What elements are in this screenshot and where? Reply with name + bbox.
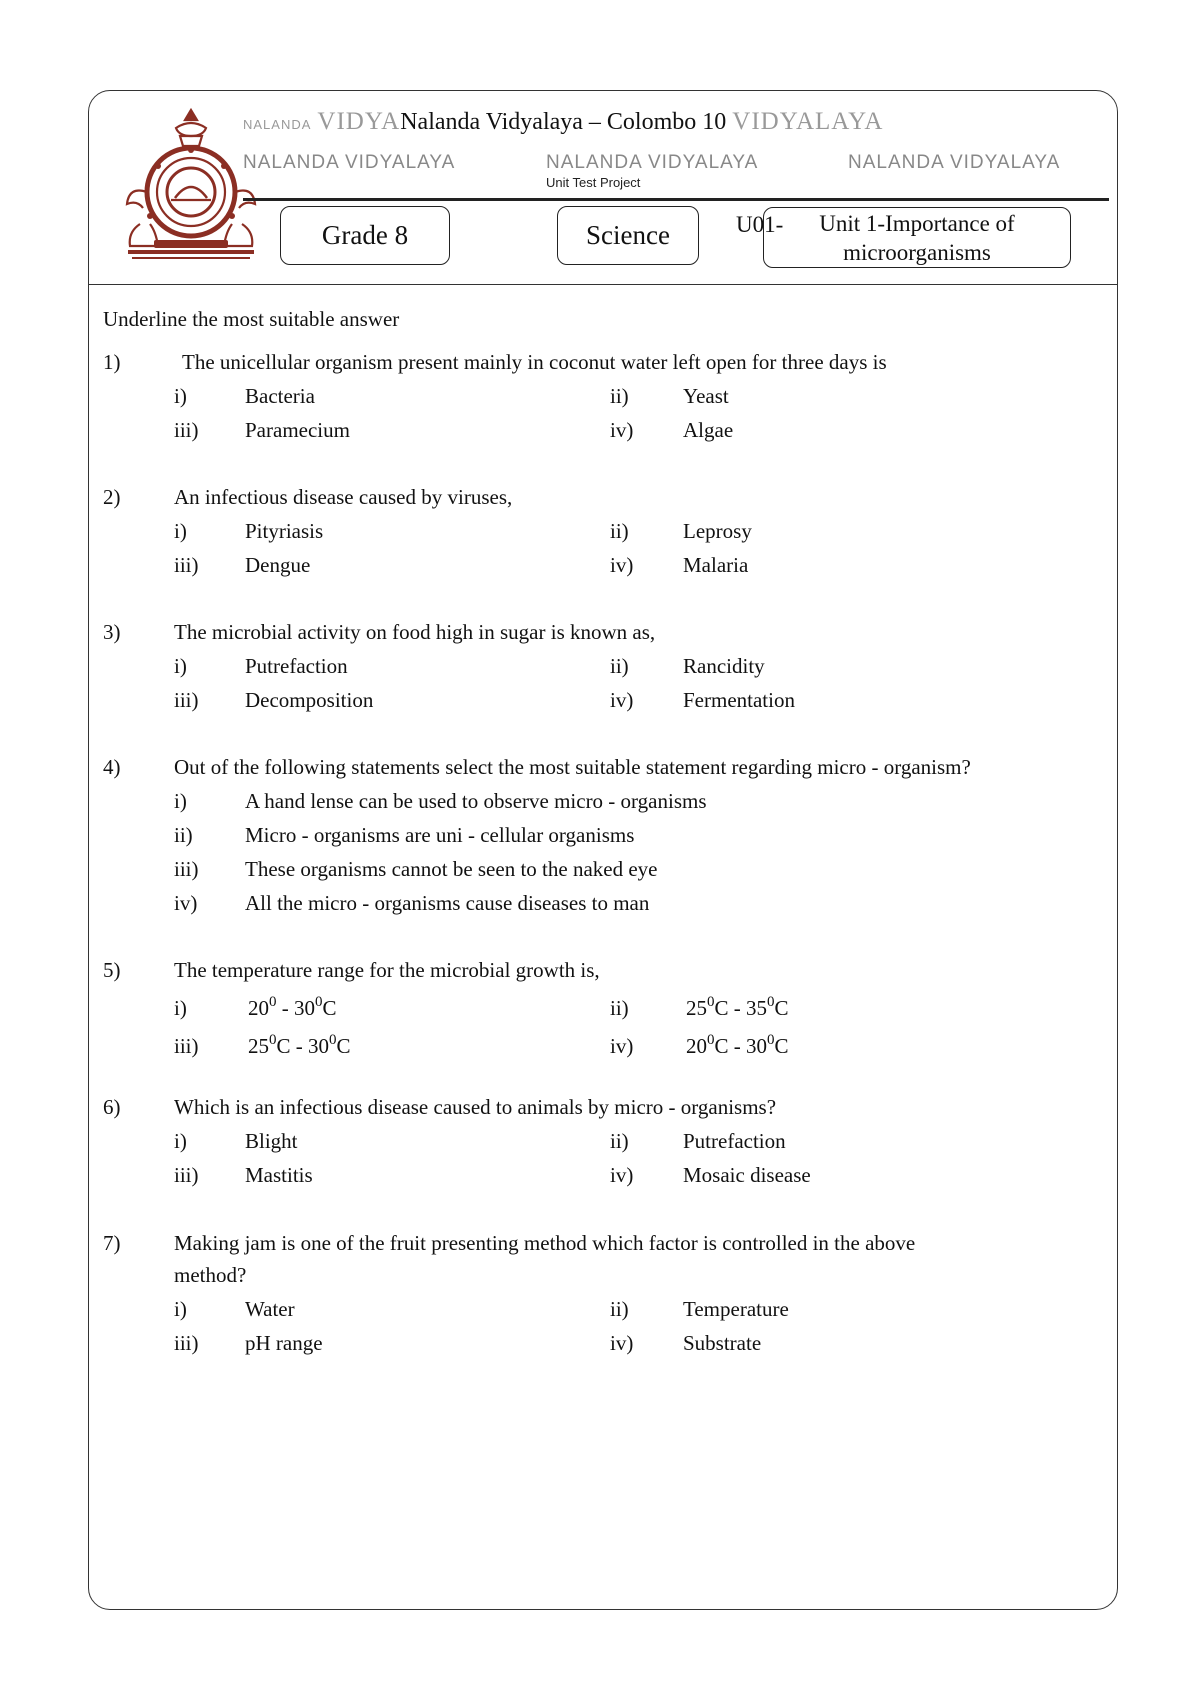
question-number: 4) [103,755,121,779]
degree-superscript: 0 [329,1032,337,1048]
option-text[interactable]: Putrefaction [683,1129,786,1153]
question-number: 6) [103,1095,121,1119]
temp-unit: C [774,996,789,1020]
degree-superscript: 0 [269,994,277,1010]
question-text: The microbial activity on food high in sugar is known as, [174,620,656,644]
option-label: i) [174,789,187,813]
question-text: The unicellular organism present mainly in coconut water left open for three days is [182,350,887,374]
option-text[interactable] [248,1034,351,1059]
temp-unit: C [774,1034,789,1058]
title-prefix-large: VIDYA [317,108,401,135]
grade-box: Grade 8 [280,206,450,265]
option-label: iv) [610,688,634,712]
question-text: An infectious disease caused by viruses, [174,485,513,509]
header-divider [243,198,1109,201]
degree-superscript: 0 [767,994,775,1010]
option-label: iv) [174,891,198,915]
unit-title-box: Unit 1-Importance of microorganisms [763,207,1071,268]
option-text[interactable]: Paramecium [245,418,350,442]
option-label: iii) [174,857,199,881]
option-label: iii) [174,688,199,712]
question-number: 1) [103,350,121,374]
option-label: i) [174,519,187,543]
instruction-text: Underline the most suitable answer [103,307,400,331]
subject-box: Science [557,206,699,265]
option-label: ii) [610,1129,629,1153]
option-text[interactable]: A hand lense can be used to observe micro - organisms [245,789,707,813]
option-text[interactable]: Algae [683,418,734,442]
option-text[interactable] [248,996,337,1021]
unit-code: U01- [736,212,784,237]
option-text[interactable]: Yeast [683,384,729,408]
watermark-text: NALANDA VIDYALAYA [243,152,456,173]
temp-value: C - 30 [714,1034,767,1058]
option-label: ii) [610,519,629,543]
option-text[interactable]: Mosaic disease [683,1163,811,1187]
option-label: ii) [610,654,629,678]
question-text: Which is an infectious disease caused to animals by micro - organisms? [174,1095,777,1119]
option-label: i) [174,1297,187,1321]
question-text: The temperature range for the microbial growth is, [174,958,600,982]
option-label: iii) [174,1331,199,1355]
option-text[interactable]: Malaria [683,553,749,577]
option-text[interactable]: Blight [245,1129,298,1153]
option-label: ii) [174,823,193,847]
option-text[interactable]: All the micro - organisms cause diseases to man [245,891,650,915]
option-label: iv) [610,418,634,442]
watermark-text: NALANDA VIDYALAYA [546,152,759,173]
temp-value: 25 [686,996,707,1020]
option-label: iii) [174,418,199,442]
option-label: i) [174,996,187,1020]
option-label: ii) [610,384,629,408]
option-text[interactable]: Dengue [245,553,311,577]
option-label: i) [174,1129,187,1153]
question-text: Out of the following statements select the most suitable statement regarding micro - organism? [174,755,971,779]
option-label: iii) [174,1034,199,1058]
option-text[interactable]: Rancidity [683,654,765,678]
option-text[interactable]: Bacteria [245,384,315,408]
option-text[interactable]: Micro - organisms are uni - cellular organisms [245,823,635,847]
question-text: Making jam is one of the fruit presenting method which factor is controlled in the above [174,1231,916,1255]
question-number: 5) [103,958,121,982]
option-text[interactable]: Mastitis [245,1163,313,1187]
option-text[interactable] [686,1034,789,1059]
title-prefix-small: NALANDA [243,117,312,132]
option-label: iv) [610,1331,634,1355]
temp-value: - 30 [276,996,315,1020]
option-label: ii) [610,1297,629,1321]
option-text[interactable]: Substrate [683,1331,762,1355]
option-text[interactable]: Fermentation [683,688,795,712]
option-label: iv) [610,553,634,577]
question-number: 7) [103,1231,121,1255]
option-label: ii) [610,996,629,1020]
temp-value: C - 30 [276,1034,329,1058]
temp-value: 20 [686,1034,707,1058]
option-label: i) [174,654,187,678]
option-label: i) [174,384,187,408]
degree-superscript: 0 [269,1032,277,1048]
degree-superscript: 0 [707,1032,715,1048]
option-text[interactable]: Pityriasis [245,519,324,543]
question-number: 2) [103,485,121,509]
option-text[interactable] [686,996,789,1021]
option-text[interactable]: pH range [245,1331,323,1355]
option-text[interactable]: Leprosy [683,519,752,543]
watermark-text: NALANDA VIDYALAYA [848,152,1061,173]
section-divider [88,284,1118,285]
option-text[interactable]: Temperature [683,1297,789,1321]
header-title [243,104,883,143]
project-label: Unit Test Project [546,175,641,190]
degree-superscript: 0 [707,994,715,1010]
option-label: iv) [610,1163,634,1187]
degree-superscript: 0 [767,1032,775,1048]
option-text[interactable]: Water [245,1297,295,1321]
degree-superscript: 0 [315,994,323,1010]
temp-value: 25 [248,1034,269,1058]
option-text[interactable]: Putrefaction [245,654,348,678]
question-number: 3) [103,620,121,644]
option-label: iii) [174,553,199,577]
temp-unit: C [336,1034,351,1058]
temp-value: 20 [248,996,269,1020]
temp-unit: C [322,996,337,1020]
option-label: iii) [174,1163,199,1187]
temp-value: C - 35 [714,996,767,1020]
title-suffix: VIDYALAYA [732,108,884,135]
option-text[interactable]: Decomposition [245,688,374,712]
question-text-continued: method? [174,1263,247,1287]
option-label: iv) [610,1034,634,1058]
school-name: Nalanda Vidyalaya – Colombo 10 [400,109,727,135]
option-text[interactable]: These organisms cannot be seen to the naked eye [245,857,658,881]
